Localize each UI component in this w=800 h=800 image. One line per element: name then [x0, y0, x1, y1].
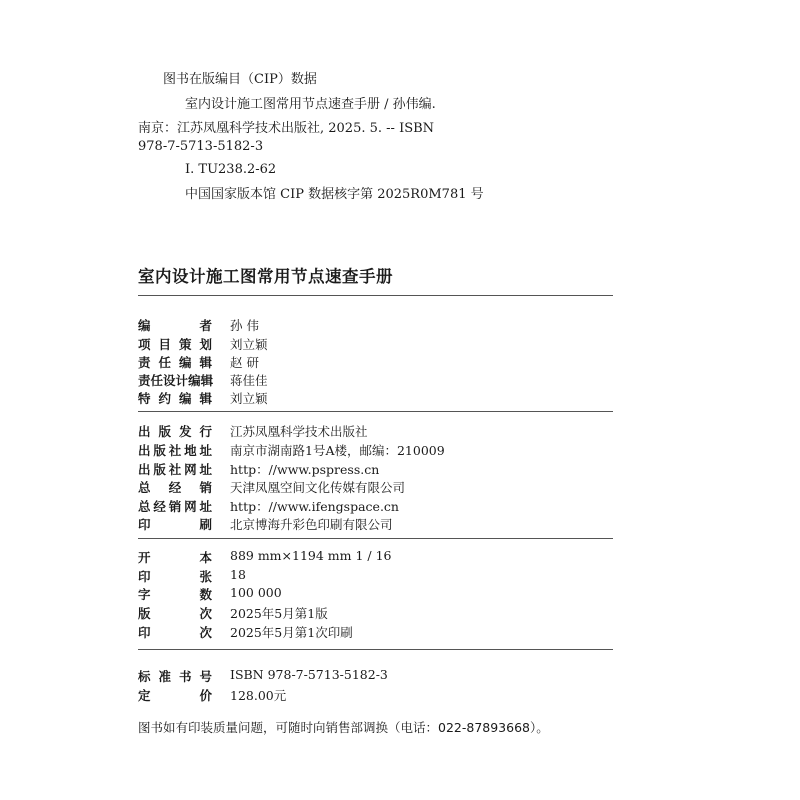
publishing-value: 江苏凤凰科学技术出版社 [230, 424, 368, 439]
spec-label: 开 本 [138, 550, 212, 565]
cip-line-1: 室内设计施工图常用节点速查手册 / 孙伟编. [185, 97, 436, 112]
divider [138, 295, 613, 296]
publishing-label: 总 经 销 [138, 480, 212, 495]
cip-heading: 图书在版编目（CIP）数据 [163, 72, 317, 87]
credit-value: 赵 研 [230, 355, 259, 370]
publishing-value: 南京市湖南路1号A楼，邮编：210009 [230, 443, 445, 458]
isbn-label: 标 准 书 号 [138, 669, 212, 684]
cip-line-2: 南京：江苏凤凰科学技术出版社, 2025. 5. -- ISBN [138, 121, 435, 136]
spec-value: 889 mm×1194 mm 1 / 16 [230, 548, 392, 563]
credit-label: 责 任 设 计 编 辑 [138, 373, 214, 388]
divider [138, 538, 613, 539]
cip-line-3: 978-7-5713-5182-3 [138, 139, 264, 154]
publishing-label: 出 版 社 网 址 [138, 462, 212, 477]
spec-label: 印 张 [138, 569, 212, 584]
publishing-value: http：//www.pspress.cn [230, 462, 380, 477]
price-value: 128.00元 [230, 688, 287, 703]
isbn-value: ISBN 978-7-5713-5182-3 [230, 667, 388, 682]
publishing-label: 印 刷 [138, 517, 212, 532]
publishing-label: 总 经 销 网 址 [138, 499, 212, 514]
credit-label: 特 约 编 辑 [138, 391, 212, 406]
spec-value: 2025年5月第1次印刷 [230, 625, 353, 640]
cip-line-4: Ⅰ. TU238.2-62 [185, 162, 277, 177]
spec-value: 18 [230, 567, 246, 582]
publishing-value: 北京博海升彩色印刷有限公司 [230, 517, 393, 532]
book-title: 室内设计施工图常用节点速查手册 [138, 267, 393, 286]
credit-value: 孙 伟 [230, 318, 259, 333]
credit-value: 蒋佳佳 [230, 373, 268, 388]
publishing-label: 出 版 社 地 址 [138, 443, 212, 458]
credit-label: 责 任 编 辑 [138, 355, 212, 370]
spec-value: 2025年5月第1版 [230, 606, 328, 621]
price-label: 定 价 [138, 688, 212, 703]
footer-note: 图书如有印装质量问题，可随时向销售部调换（电话：022-87893668）。 [138, 720, 549, 735]
cip-line-5: 中国国家版本馆 CIP 数据核字第 2025R0M781 号 [185, 187, 484, 202]
credit-value: 刘立颖 [230, 391, 268, 406]
publishing-value: 天津凤凰空间文化传媒有限公司 [230, 480, 406, 495]
publishing-value: http：//www.ifengspace.cn [230, 499, 399, 514]
spec-label: 字 数 [138, 587, 212, 602]
credit-label: 编 者 [138, 318, 212, 333]
divider [138, 649, 613, 650]
spec-value: 100 000 [230, 585, 282, 600]
credit-value: 刘立颖 [230, 337, 268, 352]
spec-label: 版 次 [138, 606, 212, 621]
publishing-label: 出 版 发 行 [138, 424, 212, 439]
credit-label: 项 目 策 划 [138, 337, 212, 352]
divider [138, 411, 613, 412]
spec-label: 印 次 [138, 625, 212, 640]
